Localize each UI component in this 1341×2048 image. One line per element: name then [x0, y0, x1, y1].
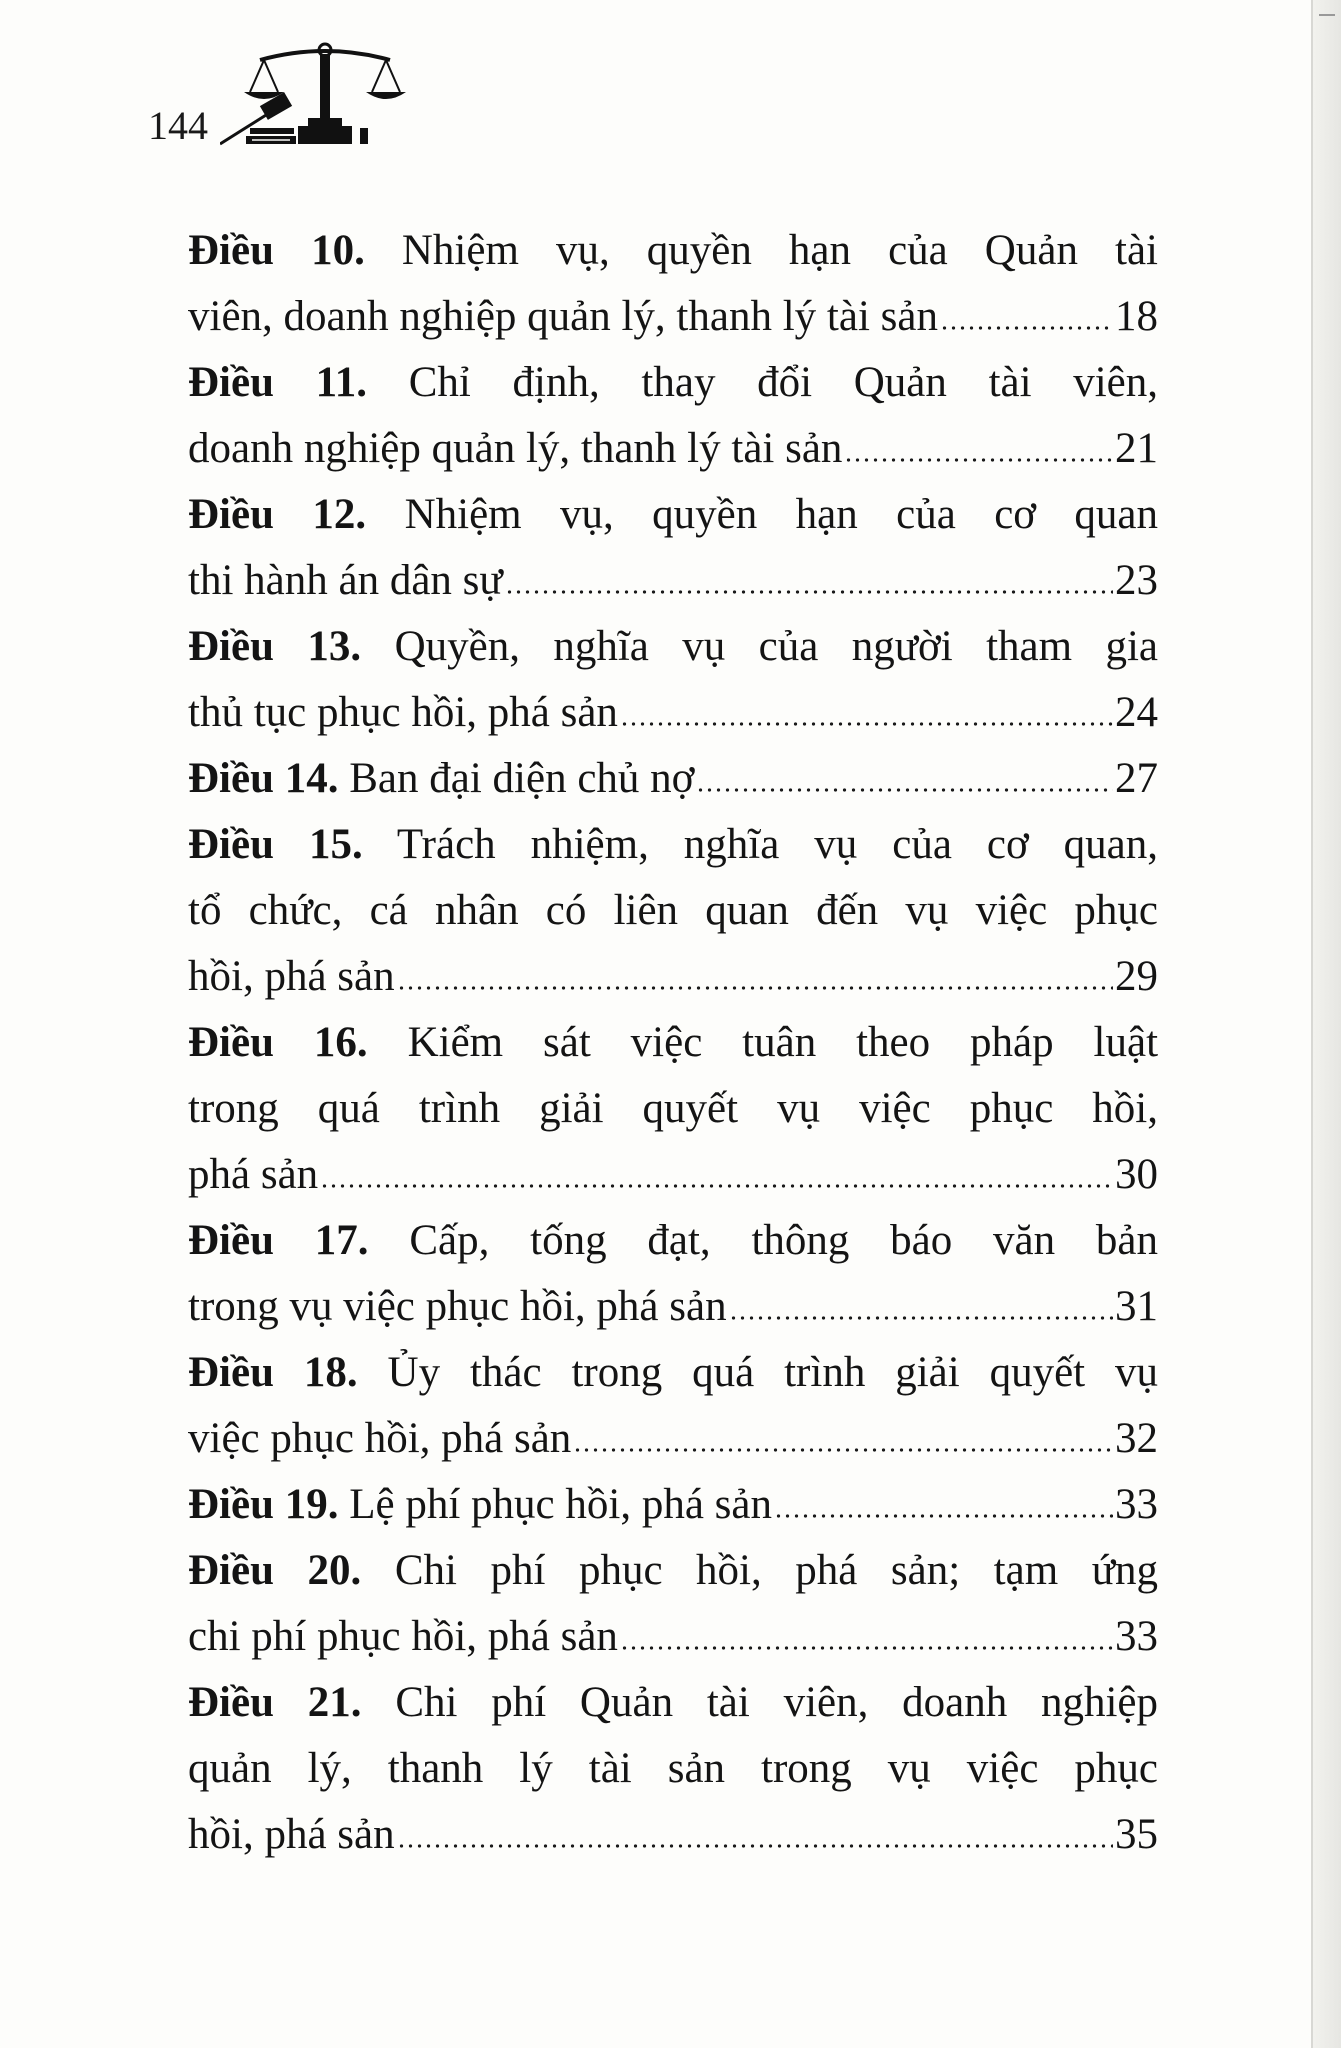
scales-of-justice-icon — [220, 40, 420, 150]
toc-entry-line — [188, 1406, 1158, 1472]
toc-entry-page: 32 — [1115, 1415, 1158, 1462]
toc-entry-page: 30 — [1115, 1151, 1158, 1198]
toc-entry-line — [188, 284, 1158, 350]
toc-entry-text: trong quá trình giải quyết vụ việc phục hồi, — [188, 1085, 1158, 1132]
toc-entry-line — [188, 1604, 1158, 1670]
toc-entry-text: Ban đại diện chủ nợ — [349, 755, 695, 802]
toc-entry-text: Lệ phí phục hồi, phá sản — [349, 1481, 772, 1528]
toc-entry-text: thủ tục phục hồi, phá sản — [188, 689, 618, 736]
toc-entry-text: doanh nghiệp quản lý, thanh lý tài sản — [188, 425, 843, 472]
toc-entry-label: Điều 12. — [188, 491, 367, 538]
toc-entry-text: Nhiệm vụ, quyền hạn của cơ quan — [404, 491, 1158, 538]
toc-entry-dieu-17[interactable] — [188, 1208, 1158, 1340]
toc-entry-line — [188, 614, 1158, 680]
toc-entry-text: tổ chức, cá nhân có liên quan đến vụ việc phục — [188, 887, 1158, 934]
leader-dots — [774, 1513, 1113, 1519]
toc-entry-label: Điều 20. — [188, 1547, 362, 1594]
toc-entry-dieu-10[interactable] — [188, 218, 1158, 350]
toc-entry-text: hồi, phá sản — [188, 953, 395, 1000]
toc-entry-label: Điều 13. — [188, 623, 362, 670]
toc-entry-line — [188, 944, 1158, 1010]
toc-entry-line — [188, 350, 1158, 416]
toc-entry-page: 35 — [1115, 1811, 1158, 1858]
toc-entry-dieu-20[interactable] — [188, 1538, 1158, 1670]
leader-dots — [397, 985, 1113, 991]
toc-entry-label: Điều 17. — [188, 1217, 369, 1264]
toc-entry-dieu-16[interactable] — [188, 1010, 1158, 1208]
leader-dots — [573, 1447, 1113, 1453]
toc-entry-dieu-14[interactable] — [188, 746, 1158, 812]
toc-entry-page: 24 — [1115, 689, 1158, 736]
toc-entry-line — [188, 482, 1158, 548]
leader-dots — [729, 1315, 1113, 1321]
toc-entry-page: 33 — [1115, 1613, 1158, 1660]
leader-dots — [620, 1645, 1113, 1651]
toc-entry-page: 18 — [1115, 293, 1158, 340]
toc-entry-page: 21 — [1115, 425, 1158, 472]
toc-entry-label: Điều 18. — [188, 1349, 358, 1396]
toc-entry-dieu-18[interactable] — [188, 1340, 1158, 1472]
toc-entry-line — [188, 1010, 1158, 1076]
toc-entry-text: phá sản — [188, 1151, 319, 1198]
toc-entry-line — [188, 1340, 1158, 1406]
edge-mark — [1319, 14, 1335, 16]
toc-entry-text: Kiểm sát việc tuân theo pháp luật — [407, 1019, 1159, 1066]
leader-dots — [505, 589, 1113, 595]
toc-entry-line — [188, 1076, 1158, 1142]
toc-entry-text: chi phí phục hồi, phá sản — [188, 1613, 618, 1660]
toc-entry-text: Nhiệm vụ, quyền hạn của Quản tài — [401, 227, 1158, 274]
toc-entry-label: Điều 21. — [188, 1679, 362, 1726]
leader-dots — [844, 457, 1113, 463]
toc-entry-line — [188, 1274, 1158, 1340]
toc-entry-dieu-12[interactable] — [188, 482, 1158, 614]
toc-entry-line — [188, 812, 1158, 878]
toc-entry-line — [188, 1472, 1158, 1538]
toc-entry-text: quản lý, thanh lý tài sản trong vụ việc phục — [188, 1745, 1158, 1792]
leader-dots — [696, 787, 1113, 793]
toc-entry-line — [188, 416, 1158, 482]
toc-entry-text: thi hành án dân sự — [188, 557, 503, 604]
toc-entry-line — [188, 1538, 1158, 1604]
toc-entry-line — [188, 680, 1158, 746]
toc-entry-dieu-15[interactable] — [188, 812, 1158, 1010]
toc-entry-line — [188, 878, 1158, 944]
leader-dots — [397, 1843, 1113, 1849]
toc-entry-dieu-21[interactable] — [188, 1670, 1158, 1868]
toc-entry-text: Chỉ định, thay đổi Quản tài viên, — [408, 359, 1159, 406]
toc-entry-line — [188, 1208, 1158, 1274]
toc-entry-text: Quyền, nghĩa vụ của người tham gia — [394, 623, 1159, 670]
toc-entry-text: Chi phí Quản tài viên, doanh nghiệp — [395, 1679, 1159, 1726]
toc-entry-page: 23 — [1115, 557, 1158, 604]
toc-entry-label: Điều 10. — [188, 227, 365, 274]
toc-entry-text: viên, doanh nghiệp quản lý, thanh lý tài sản — [188, 293, 938, 340]
toc-entry-text: việc phục hồi, phá sản — [188, 1415, 572, 1462]
toc-entry-dieu-13[interactable] — [188, 614, 1158, 746]
toc-entry-page: 27 — [1115, 755, 1158, 802]
toc-entry-label: Điều 14. — [188, 755, 339, 802]
toc-entry-label: Điều 15. — [188, 821, 363, 868]
table-of-contents — [188, 218, 1158, 1868]
toc-entry-label: Điều 19. — [188, 1481, 339, 1528]
page-edge — [1311, 0, 1341, 2048]
toc-entry-page: 33 — [1115, 1481, 1158, 1528]
toc-entry-line — [188, 746, 1158, 812]
toc-entry-text: Trách nhiệm, nghĩa vụ của cơ quan, — [396, 821, 1158, 868]
toc-entry-dieu-11[interactable] — [188, 350, 1158, 482]
leader-dots — [940, 325, 1113, 331]
toc-entry-text: trong vụ việc phục hồi, phá sản — [188, 1283, 727, 1330]
page-number: 144 — [148, 103, 208, 148]
toc-entry-line — [188, 1670, 1158, 1736]
toc-entry-dieu-19[interactable] — [188, 1472, 1158, 1538]
toc-entry-line — [188, 1142, 1158, 1208]
toc-entry-page: 29 — [1115, 953, 1158, 1000]
toc-entry-line — [188, 218, 1158, 284]
toc-entry-line — [188, 548, 1158, 614]
toc-entry-text: Chi phí phục hồi, phá sản; tạm ứng — [394, 1547, 1158, 1594]
toc-entry-line — [188, 1802, 1158, 1868]
toc-entry-text: Cấp, tống đạt, thông báo văn bản — [409, 1217, 1159, 1264]
page-header — [148, 40, 448, 160]
toc-entry-text: Ủy thác trong quá trình giải quyết vụ — [387, 1349, 1159, 1396]
toc-entry-text: hồi, phá sản — [188, 1811, 395, 1858]
toc-entry-page: 31 — [1115, 1283, 1158, 1330]
toc-entry-label: Điều 11. — [188, 359, 368, 406]
leader-dots — [320, 1183, 1113, 1189]
toc-entry-label: Điều 16. — [188, 1019, 368, 1066]
leader-dots — [620, 721, 1113, 727]
toc-entry-line — [188, 1736, 1158, 1802]
